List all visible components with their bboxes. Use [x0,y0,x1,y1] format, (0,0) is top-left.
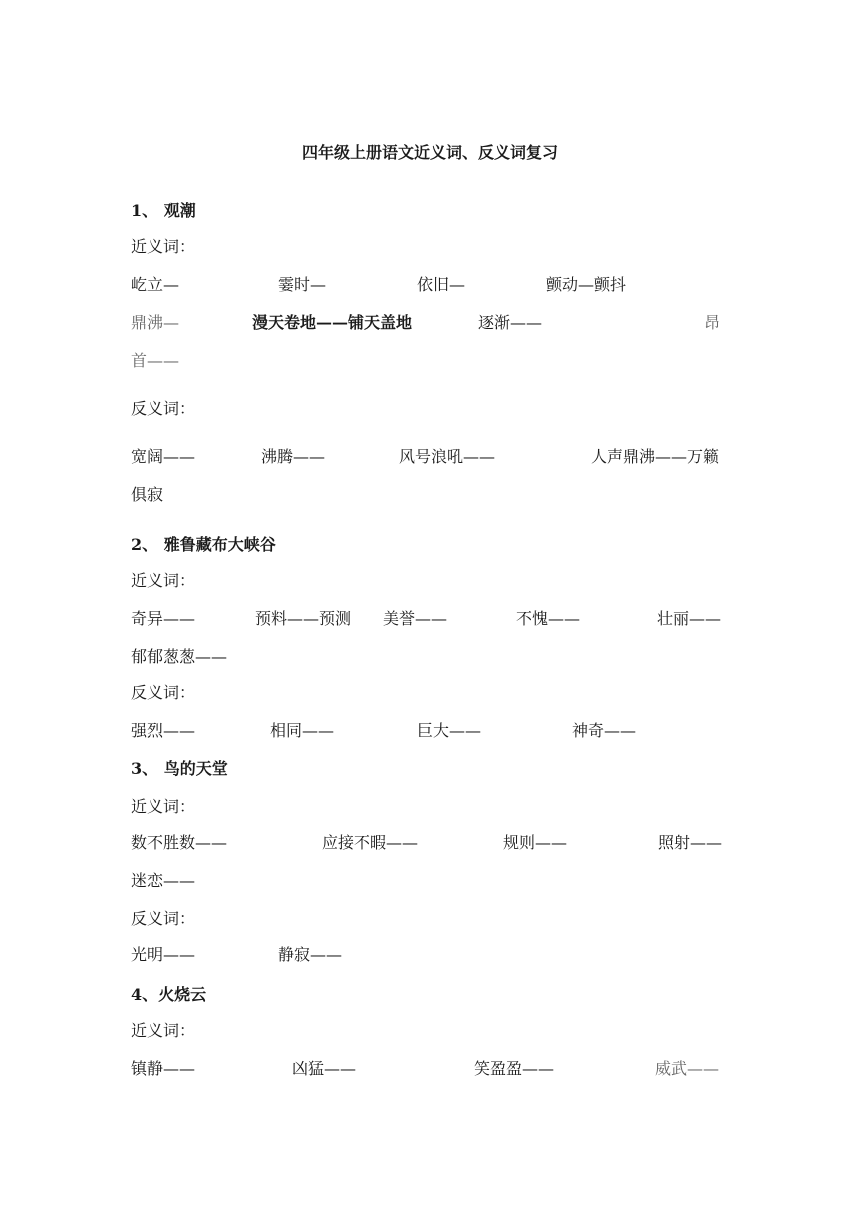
word-item: 霎时— [278,275,327,294]
word-item: 威武—— [655,1059,720,1078]
word-item: 不愧—— [516,609,581,628]
word-item: 笑盈盈—— [474,1059,555,1078]
word-item: 凶猛—— [292,1059,357,1078]
synonym-label-2: 近义词： [131,571,196,590]
word-item: 颤动—颤抖 [546,275,627,294]
word-item: 逐渐—— [478,313,543,332]
synonym-row-3-2: 迷恋—— [131,871,196,890]
section-heading-4: 4、火烧云 [131,985,207,1004]
word-item: 镇静—— [131,1059,196,1078]
word-item: 美誉—— [383,609,448,628]
word-item: 漫天卷地——铺天盖地 [252,313,413,332]
word-item: 屹立— [131,275,180,294]
synonym-label-3: 近义词： [131,797,196,816]
word-item: 静寂—— [278,945,343,964]
word-item: 强烈—— [131,721,196,740]
word-item: 沸腾—— [261,447,326,466]
section-heading-3: 3、 鸟的天堂 [131,759,228,778]
section-heading-1: 1、 观潮 [131,201,196,220]
synonym-row-1-3: 首—— [131,351,180,370]
word-item: 巨大—— [417,721,482,740]
word-item: 数不胜数—— [131,833,228,852]
document-title: 四年级上册语文近义词、反义词复习 [301,143,558,162]
synonym-label-1: 近义词： [131,237,196,256]
synonym-row-2-1 [131,608,731,630]
word-item: 照射—— [658,833,723,852]
antonym-row-1-2: 俱寂 [131,485,164,504]
word-item: 奇异—— [131,609,196,628]
antonym-label-1: 反义词： [131,399,196,418]
word-item: 预料——预测 [255,609,352,628]
word-item: 光明—— [131,945,196,964]
section-heading-2: 2、 雅鲁藏布大峡谷 [131,535,276,554]
antonym-row-1-1 [131,446,731,468]
word-item: 神奇—— [572,721,637,740]
word-item: 相同—— [270,721,335,740]
word-item: 人声鼎沸——万籁 [591,447,720,466]
synonym-row-4-1 [131,1058,731,1080]
antonym-row-3-1 [131,944,731,966]
word-item: 昂 [704,313,721,332]
antonym-row-2-1 [131,720,731,742]
synonym-row-3-1 [131,832,731,854]
word-item: 宽阔—— [131,447,196,466]
word-item: 依旧— [417,275,466,294]
synonym-row-2-2: 郁郁葱葱—— [131,647,228,666]
antonym-label-3: 反义词： [131,909,196,928]
word-item: 鼎沸— [131,313,180,332]
word-item: 应接不暇—— [322,833,419,852]
word-item: 壮丽—— [657,609,722,628]
synonym-row-1-1 [131,274,731,296]
synonym-label-4: 近义词： [131,1021,196,1040]
word-item: 规则—— [503,833,568,852]
word-item: 风号浪吼—— [399,447,496,466]
synonym-row-1-2 [131,312,731,334]
antonym-label-2: 反义词： [131,683,196,702]
